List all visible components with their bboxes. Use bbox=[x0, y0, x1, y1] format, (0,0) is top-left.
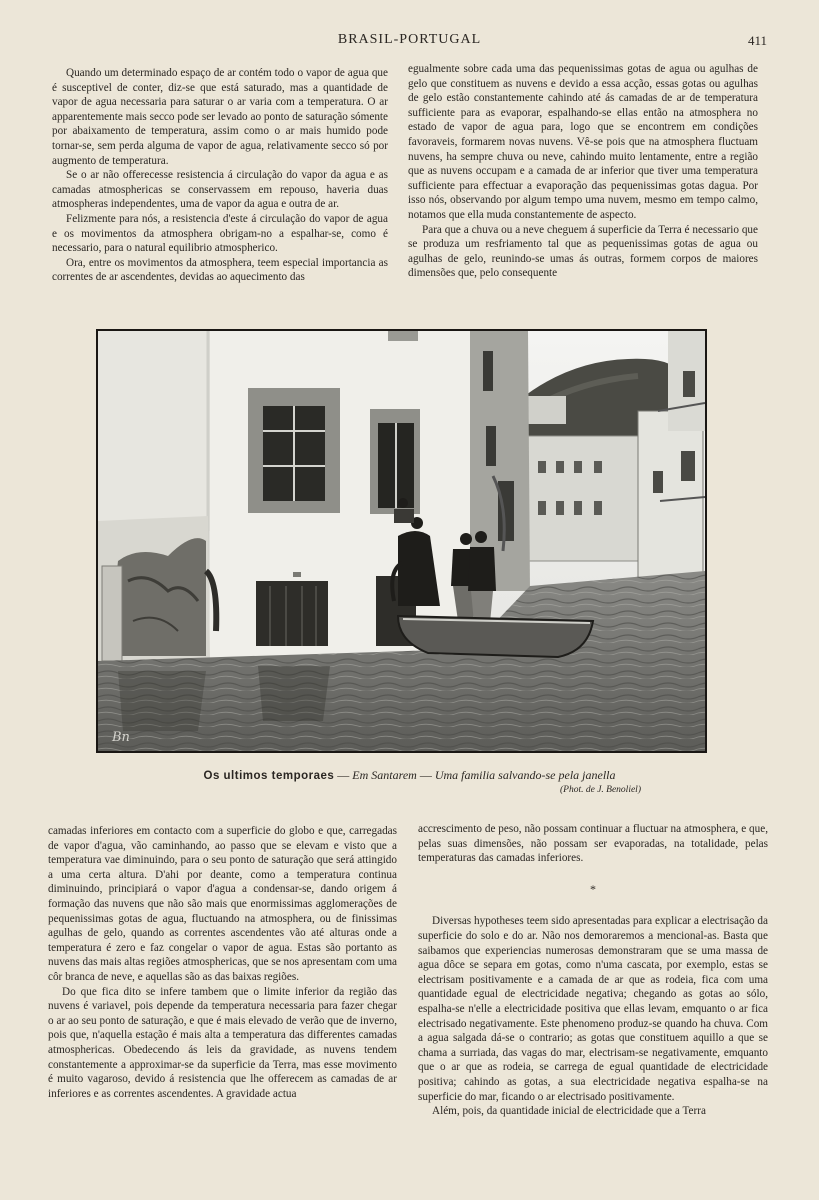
photo-caption bbox=[0, 768, 819, 783]
photo-illustration bbox=[98, 331, 705, 751]
flood-photograph bbox=[96, 329, 707, 753]
paragraph: egualmente sobre cada uma das pequenissimas gotas de agua ou agulhas de gelo que constituem as nuvens e devido a essa acção, essas gotas ou agulhas de gelo estão constantemente cahindo até ás camadas de ar de temperatura sufficiente para as evaporar, espalhando-se ellas então na atmosphera no estado de vapor de agua para, logo que se encontrem em condições favoraveis, formarem novas nuvens. Vê-se pois que na atmosphera fluctuam nuvens, ha sempre chuva ou neve, cahindo muito lentamente, entre a região que as nuvens occupam e a camada de ar inferior que tiver uma temperatura sufficiente para effectuar a evaporação das pequenissimas gotas dagua. Por isso nós, observando por algum tempo uma nuvem, mesmo em tempo calmo, notamos que ella muda constantemente de aspecto. bbox=[408, 63, 758, 221]
section-separator: * bbox=[590, 881, 596, 896]
photo-credit: (Phot. de J. Benoliel) bbox=[560, 785, 641, 795]
caption-title: Os ultimos temporaes bbox=[203, 770, 335, 782]
column-bottom-left bbox=[48, 824, 397, 1101]
paragraph: Felizmente para nós, a resistencia d'este á circulação do vapor de agua e os movimentos da atmosphera obrigam-no a espalhar-se, como é necessario, para o natural equilibrio atmospherico. bbox=[52, 212, 388, 255]
caption-description: Uma familia salvando-se pela janella bbox=[434, 768, 616, 782]
paragraph: accrescimento de peso, não possam continuar a fluctuar na atmosphera, e que, pelas suas dimensões, não possam ser evaporadas, na totalidade, pelas temperaturas das camadas inferiores. bbox=[418, 823, 768, 865]
caption-separator-2: — bbox=[416, 768, 435, 782]
running-head bbox=[0, 32, 819, 50]
running-title: BRASIL-PORTUGAL bbox=[337, 32, 482, 47]
caption-place: Em Santarem bbox=[352, 768, 417, 782]
paragraph: Do que fica dito se infere tambem que o limite inferior da região das nuvens é variavel, pois depende da temperatura necessaria para fazer chegar o ar ao seu ponto de saturação, e que é mais elevado de verão que de inverno, pois que, n'aquella estação é mais alta a temperatura das differentes camadas atmosphericas. Obedecendo ás leis da gravidade, as nuvens tendem constantemente a approximar-se da superficie da Terra, mas esse movimento é muito vagaroso, devido á resistencia que lhe offerecem as camadas de ar inferiores e as correntes ascendentes. A gravidade actua bbox=[48, 985, 397, 1100]
paragraph: Quando um determinado espaço de ar contém todo o vapor de agua que é susceptivel de conter, diz-se que está saturado, mas a quantidade de vapor de agua necessaria para saturar o ar varia com a temperatura. O ar apparentemente mais secco pode ser levado ao ponto de saturação sómente por abaixamento de temperatura, assim como o ar mais humido pode tornar-se, sem perda alguma de vapor de agua, relativamente secco só por augmento de temperatura. bbox=[52, 67, 388, 167]
column-top-left bbox=[52, 66, 388, 285]
column-top-right bbox=[408, 62, 758, 281]
column-bottom-right bbox=[418, 822, 768, 1119]
photographer-signature: Bn bbox=[112, 730, 130, 745]
paragraph: Ora, entre os movimentos da atmosphera, teem especial importancia as correntes de ar ascendentes, devidas ao aquecimento das bbox=[52, 256, 388, 284]
paragraph: Se o ar não offerecesse resistencia á circulação do vapor da agua e as camadas atmosphericas se conservassem em repouso, haveria duas atmospheras independentes, uma de vapor da agua e outra de ar. bbox=[52, 169, 388, 211]
paragraph: Para que a chuva ou a neve cheguem á superficie da Terra é necessario que se produza um resfriamento tal que as pequenissimas gotas de agua ou agulhas de gelo, reunindo-se umas ás outras, formem corpos de maiores dimensões que, pelo consequente bbox=[408, 223, 758, 280]
paragraph: Diversas hypotheses teem sido apresentadas para explicar a electrisação da superficie do solo e do ar. Não nos demoraremos a mencional-as. Basta que saibamos que experiencias numerosas demonstraram que se uma massa de agua dôce se separa em gotas, como n'uma cascata, por exemplo, estas se electrisam positivamente e a camada de ar que as rodeia, fica com uma quantidade egual de electricidade negativa; chegando as gotas ao sólo, espalha-se n'elle a electricidade positiva que ellas levam, emquanto o ar fica electrisado negativamente. Este phenomeno produz-se quando ha chuva. Com a agua salgada dá-se o contrario; as gotas que constituem aquillo a que se chama a surriada, das vagas do mar, electrisam-se negativamente, emquanto que o ar que as rodeia, se carrega de egual quantidade de electricidade positiva; cahindo as gotas, a sua electricidade negativa espalha-se na superficie do mar, ficando o ar electrisado positivamente. bbox=[418, 915, 768, 1103]
caption-separator: — bbox=[334, 768, 353, 782]
paragraph: camadas inferiores em contacto com a superficie do globo e que, carregadas de vapor d'agua, vão caminhando, ao passo que se elevam e visto que a temperatura vae diminuindo, para o seu ponto de saturação que será attingido a uma certa altura. D'ahi por deante, como a temperatura continua diminuindo, principiará o vapor d'agua a condensar-se, dando origem á formação das nuvens que não são mais que enormissimas agglomerações de pequenissimas gotas de agua, fluctuando na atmosphera, ou de finissimas agulhas de gelo, quando as correntes ascendentes vão até alturas onde a temperatura é zero e faz congelar o vapor de agua. Estas são portanto as nuvens das mais altas regiões atmosphericas, que se nos apresentam com uma côr branca de neve, e aquellas são as das baixas regiões. bbox=[48, 825, 397, 983]
page-number: 411 bbox=[747, 33, 767, 48]
paragraph: Além, pois, da quantidade inicial de electricidade que a Terra bbox=[432, 1105, 706, 1118]
